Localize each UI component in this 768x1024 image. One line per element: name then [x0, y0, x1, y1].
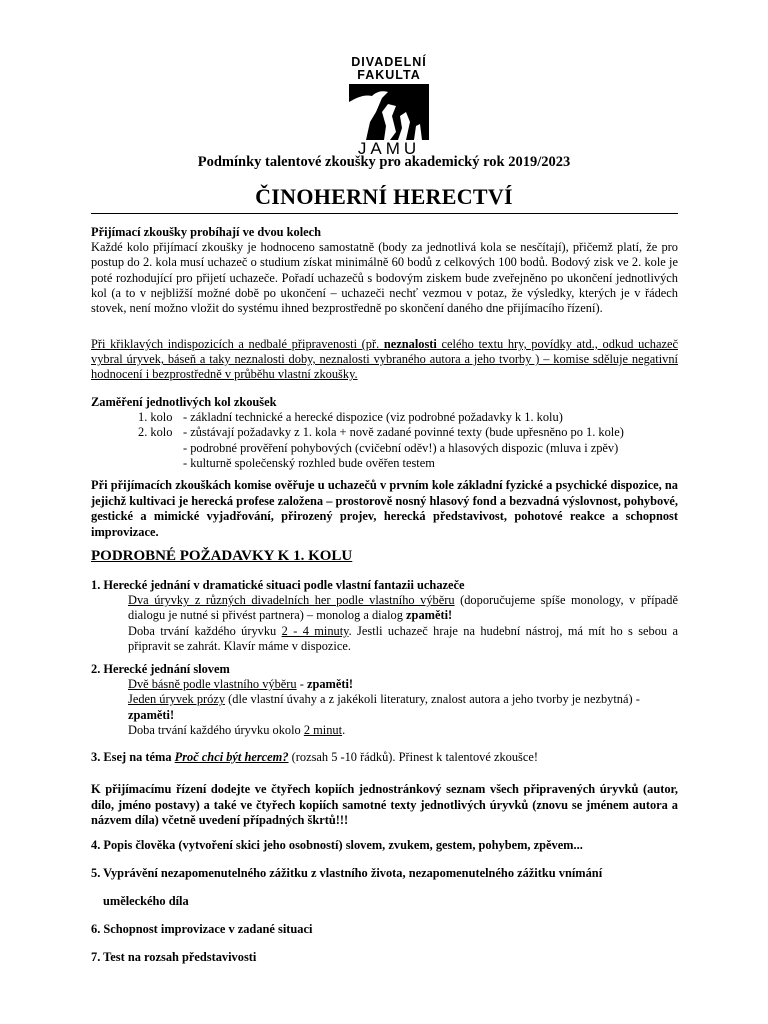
requirement-2-text-c [91, 723, 678, 738]
requirement-3-topic: Proč chci být hercem? [174, 750, 289, 764]
numbered-item: 7. Test na rozsah představivosti [91, 950, 257, 964]
numbered-item: 5. Vyprávění nezapomenutelného zážitku z vlastního života, nezapomenutelného zážitku vnímání [91, 866, 603, 880]
requirement-2-text-b [91, 692, 678, 722]
requirement-1-title: 1. Herecké jednání v dramatické situaci podle vlastní fantazii uchazeče [91, 578, 465, 592]
requirement-2-a-underlined: Dvě básně podle vlastního výběru [128, 677, 297, 692]
intro-heading: Přijímací zkoušky probíhají ve dvou kolech [91, 225, 322, 239]
round-text: - zůstávají požadavky z 1. kola + nově zadané povinné texty (bude upřesněno po 1. kole) [183, 425, 624, 440]
warning-paragraph [91, 337, 678, 383]
requirement-2-a-rest: - [296, 677, 307, 692]
requirement-1-b-underlined: 2 - 4 minuty [281, 623, 349, 638]
requirement-2-c-start: Doba trvání každého úryvku okolo [128, 722, 304, 737]
document-subtitle: Podmínky talentové zkoušky pro akademický rok 2019/2023 [197, 154, 571, 170]
requirement-1 [91, 578, 678, 654]
requirement-3 [91, 750, 678, 765]
logo-line-jamu: JAMU [357, 139, 421, 158]
requirement-1-a-bold: zpaměti! [406, 608, 453, 623]
round-text: - základní technické a herecké dispozice (viz podrobné požadavky k 1. kolu) [183, 410, 563, 425]
requirement-2-b-underlined: Jeden úryvek prózy [128, 692, 226, 707]
round-text: - podrobné prověření pohybových (cvičební oděv!) a hlasových dispozic (mluva i zpěv) [183, 440, 619, 455]
logo-emblem-icon [346, 82, 432, 140]
requirement-1-b-end: . Jestli uchazeč hraje na hudební nástroj, má mít ho s sebou a připravit se zahrát. Klavír máme v dispozice. [128, 623, 679, 653]
requirement-1-text-a [91, 593, 678, 623]
logo-line-fakulta: FAKULTA [357, 68, 421, 82]
requirement-1-text-b [91, 624, 678, 654]
copies-paragraph: K přijímacímu řízení dodejte ve čtyřech kopiích jednostránkový seznam všech připravených úryvků (autor, dílo, jméno postavy) a také ve čtyřech kopiích samotné texty jednotlivých úryvků (znovu se jménem autora a názvem díla) včetně uvedení případných škrtů!!! [91, 782, 678, 828]
warning-part-3: celého textu hry, povídky atd., odkud uchazeč vybral úryvek, báseň a taky neznalosti doby, neznalosti vybraného autora a jeho tvorby ) – komise sděluje negativní hodnocení i bezprostředně v průběhu vlastní zkoušky. [91, 337, 678, 382]
requirement-2-c-underlined: 2 minut [303, 722, 343, 737]
numbered-item: 4. Popis člověka (vytvoření skici jeho osobností) slovem, zvukem, gestem, pohybem, zpěvem... [91, 838, 583, 852]
requirement-2-b-rest: (dle vlastní úvahy a z jakékoli literatury, znalost autora a jeho tvorby je nezbytná) - [225, 692, 640, 707]
requirement-2-a-bold: zpaměti! [306, 677, 354, 692]
round-label: 1. kolo [138, 410, 173, 425]
requirement-2-text-a [91, 677, 678, 692]
requirement-1-a-underlined: Dva úryvky z různých divadelních her podle vlastního výběru [128, 593, 455, 608]
intro-section [91, 225, 678, 316]
title-divider [91, 213, 678, 214]
round-item [91, 425, 678, 440]
requirement-2-b-bold: zpaměti! [128, 707, 175, 722]
intro-paragraph: Každé kolo přijímací zkoušky je hodnoceno samostatně (body za jednotlivá kola se nesčítají), přičemž platí, že pro postup do 2. kola musí uchazeč o studium získat minimálně 60 bodů z celkových 100 bodů. Bodový zisk ve 2. kole je poté rozhodující pro přijetí uchazeče. Pořadí uchazečů s bodovým ziskem bude zveřejněno po ukončení jednotlivých kol (a to v nejbližší možné době po ukončení – uchazeči nechť vezmou v potaz, že výsledky, kterých je v řádech stovek, není možno vložit do systému ihned bezprostředně po skončení daného dne přijímacího řízení). [91, 240, 678, 316]
rounds-heading: Zaměření jednotlivých kol zkoušek [91, 395, 277, 409]
warning-part-bold: neznalosti [383, 337, 437, 351]
round-text: - kulturně společenský rozhled bude ověřen testem [183, 455, 435, 470]
section-heading: PODROBNÉ POŽADAVKY K 1. KOLU [91, 548, 353, 564]
round-item [91, 456, 678, 471]
warning-part-1: Při křiklavých indispozicích a nedbalé připravenosti (př. [91, 337, 384, 351]
numbered-item-continuation: uměleckého díla [103, 894, 189, 908]
requirement-1-b-start: Doba trvání každého úryvku [128, 623, 282, 638]
logo-line-divadelni: DIVADELNÍ [351, 55, 427, 69]
requirement-2-title: 2. Herecké jednání slovem [91, 662, 230, 676]
requirement-3-rest: (rozsah 5 -10 řádků). Přinest k talentové zkoušce! [288, 750, 538, 764]
document-title: ČINOHERNÍ HERECTVÍ [255, 184, 513, 209]
requirement-2 [91, 662, 678, 738]
requirement-2-c-end: . [342, 722, 346, 737]
requirement-3-label: 3. Esej na téma [91, 750, 175, 764]
round-item [91, 410, 678, 425]
rounds-section [91, 395, 678, 471]
requirement-1-a-rest: (doporučujeme spíše monology, v případě dialogu je nutné si přivést partnera) – monolog a dialog [128, 593, 678, 623]
faculty-logo [346, 56, 432, 160]
numbered-item: 6. Schopnost improvizace v zadané situaci [91, 922, 313, 936]
requirements-paragraph: Při přijímacích zkouškách komise ověřuje u uchazečů v prvním kole základní fyzické a psychické dispozice, na jejichž kultivaci je herecká profese založena – prostorově nosný hlasový fond a bezvadná výslovnost, pohybové, gestické a mimické vyjadřování, přirozený projev, herecká představivost, pohotové reakce a schopnost improvizace. [91, 478, 678, 539]
round-item [91, 441, 678, 456]
round-label: 2. kolo [138, 425, 173, 440]
